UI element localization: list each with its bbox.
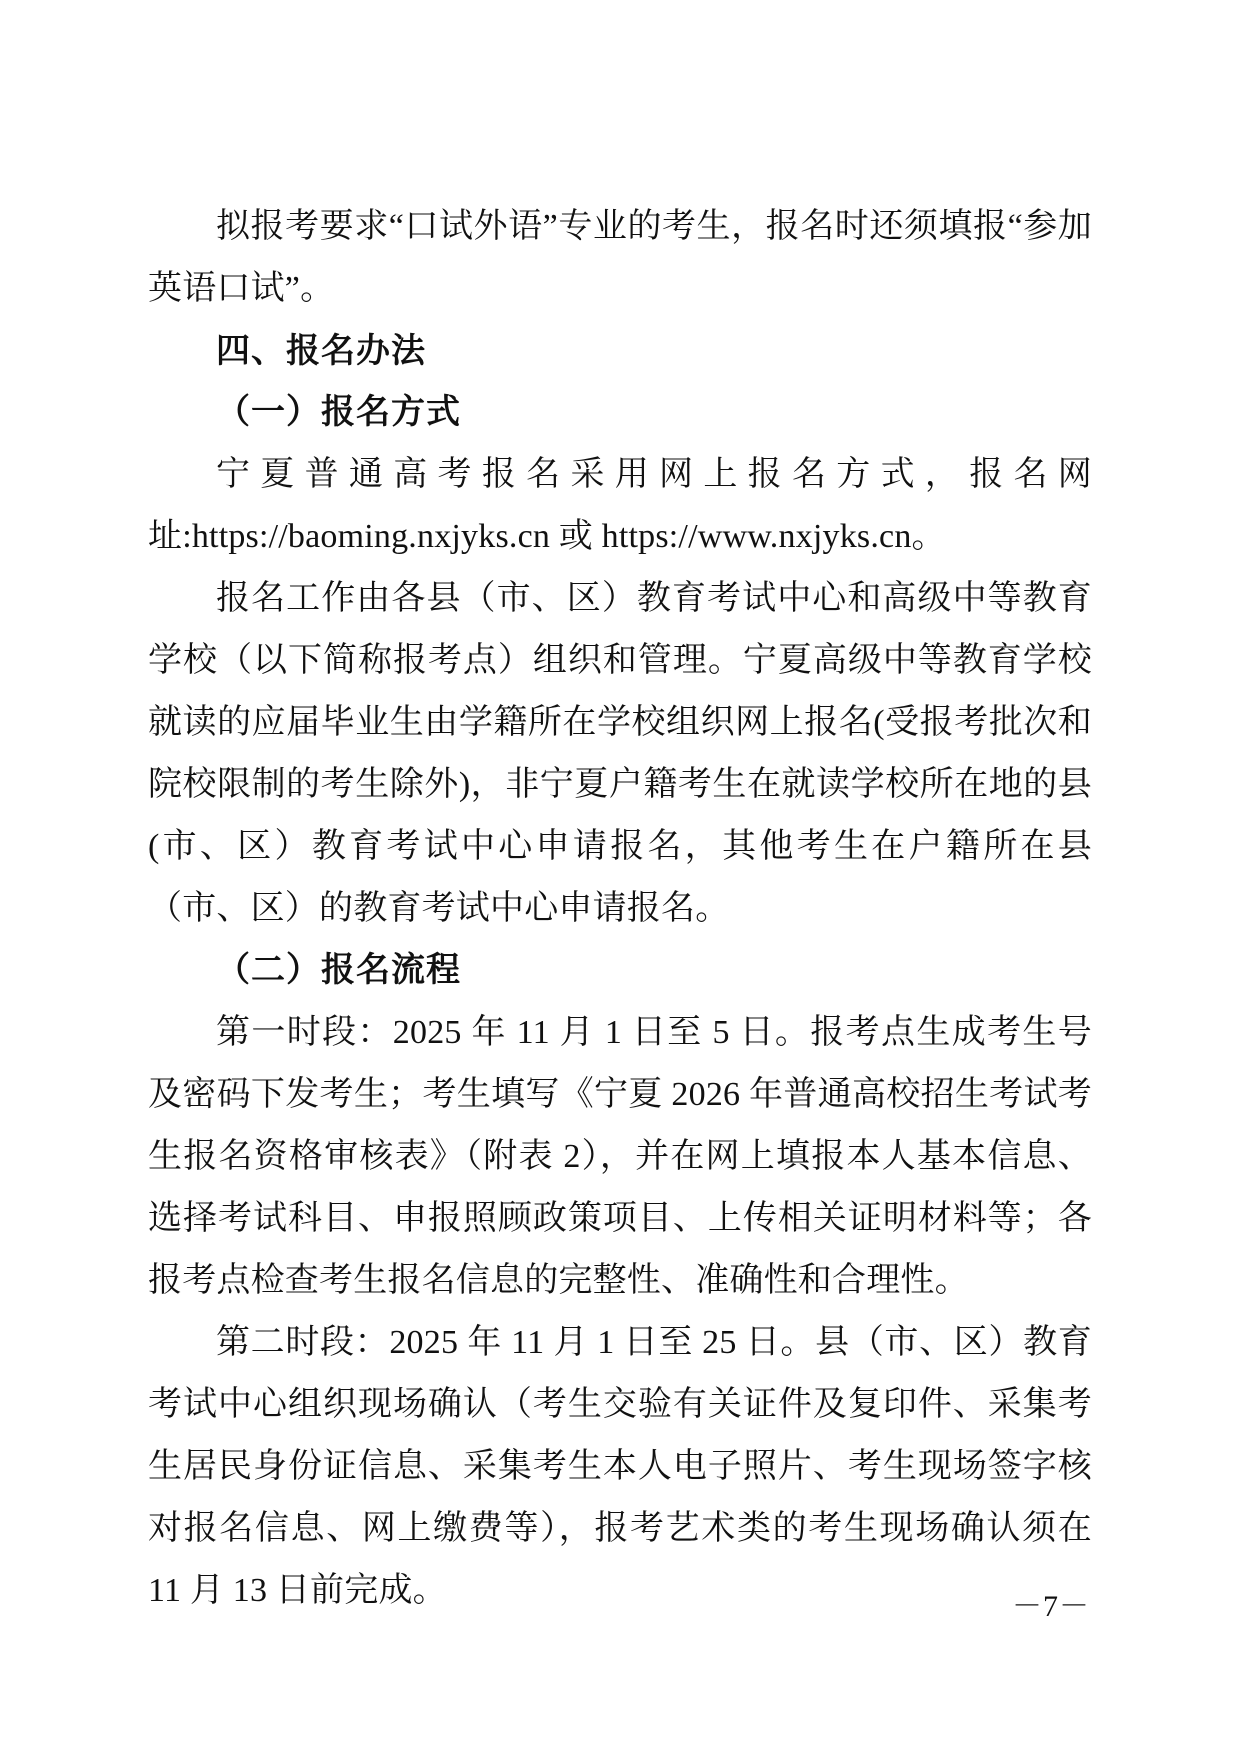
subsection-heading-1: （一）报名方式 — [216, 394, 461, 431]
paragraph-phase-one: 第一时段：2025 年 11 月 1 日至 5 日。报考点生成考生号及密码下发考生；考生填写《宁夏 2026 年普通高校招生考试考生报名资格审核表》（附表 2），并在网上填报本人基本信息、选择考试科目、申报照顾政策项目、上传相关证明材料等；各报考点检查考生报名信息的完整性、准确性和合理性。 — [148, 1014, 1092, 1299]
paragraph-registration-method: 宁夏普通高考报名采用网上报名方式，报名网址:https://baoming.nxjyks.cn 或 https://www.nxjyks.cn。 — [148, 456, 1092, 555]
document-body — [148, 196, 1092, 1622]
page-number: －7－ — [1012, 1590, 1090, 1623]
paragraph-phase-two: 第二时段：2025 年 11 月 1 日至 25 日。县（市、区）教育考试中心组织现场确认（考生交验有关证件及复印件、采集考生居民身份证信息、采集考生本人电子照片、考生现场签字核对报名信息、网上缴费等），报考艺术类的考生现场确认须在 11 月 13 日前完成。 — [148, 1324, 1092, 1609]
subsection-heading-2: （二）报名流程 — [216, 952, 461, 989]
paragraph-intro: 拟报考要求“口试外语”专业的考生，报名时还须填报“参加英语口试”。 — [148, 208, 1092, 307]
paragraph-registration-organization: 报名工作由各县（市、区）教育考试中心和高级中等教育学校（以下简称报考点）组织和管理。宁夏高级中等教育学校就读的应届毕业生由学籍所在学校组织网上报名(受报考批次和院校限制的考生除外)，非宁夏户籍考生在就读学校所在地的县(市、区）教育考试中心申请报名，其他考生在户籍所在县（市、区）的教育考试中心申请报名。 — [148, 580, 1092, 927]
section-heading-4: 四、报名办法 — [216, 331, 426, 371]
